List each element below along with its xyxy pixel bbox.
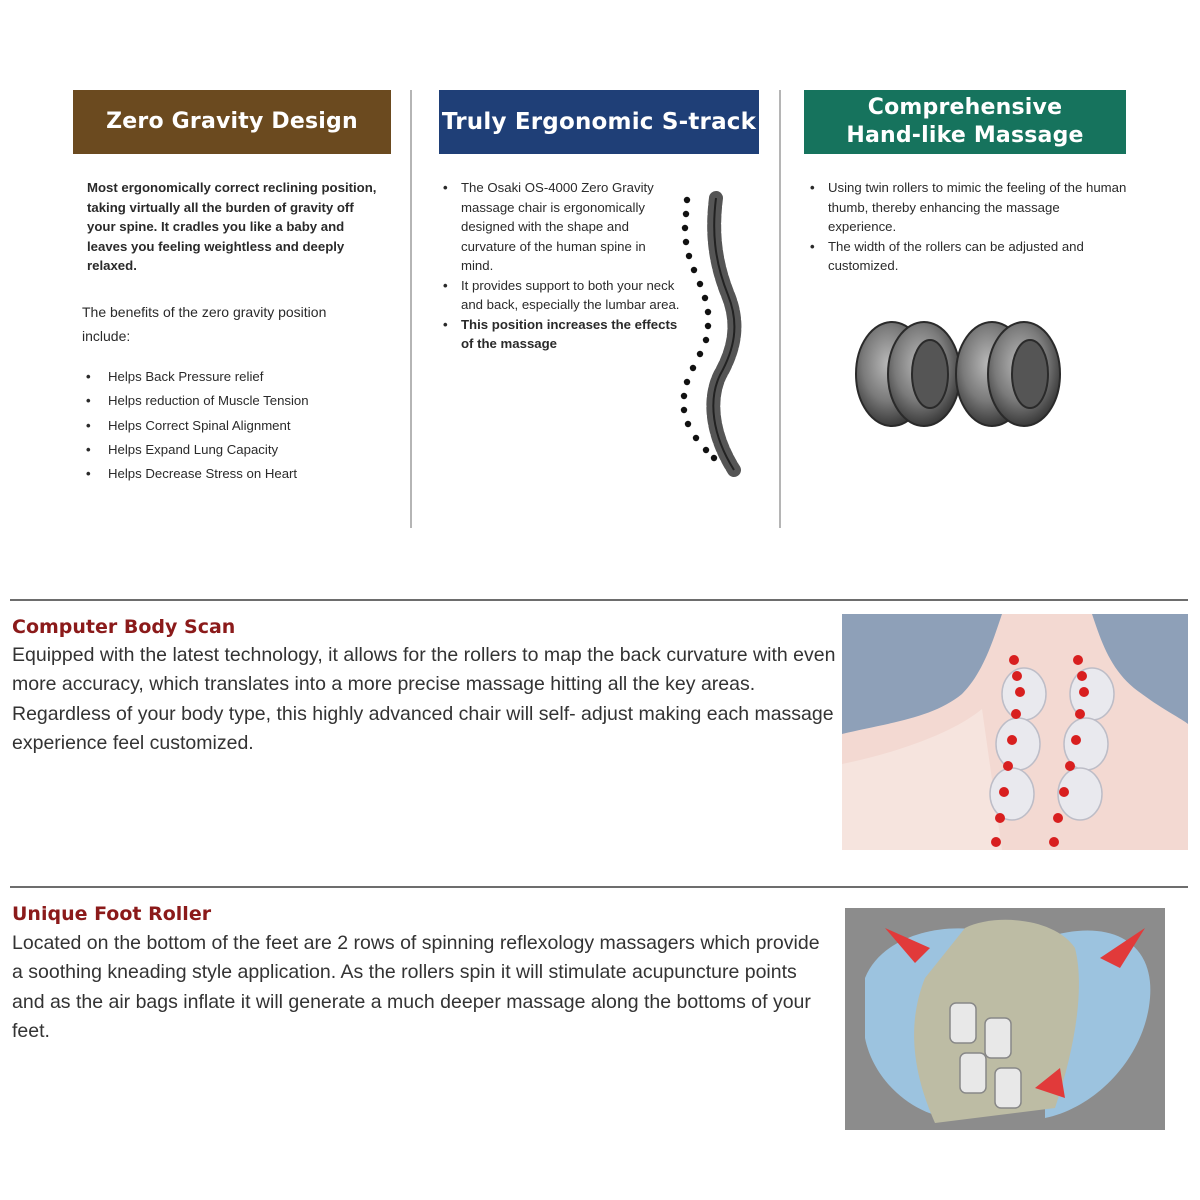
zero-gravity-benefits-list xyxy=(82,365,392,486)
zero-gravity-benefits-heading: The benefits of the zero gravity position include: xyxy=(82,304,327,344)
foot-roller-text: Located on the bottom of the feet are 2 rows of spinning reflexology massagers which provide a soothing kneading style application. As the rollers spin it will stimulate acupuncture points and as the air bags inflate it will generate a much deeper massage along the bottoms of your feet. xyxy=(12,932,820,1042)
list-item: • Helps Decrease Stress on Heart xyxy=(82,462,392,486)
section-divider xyxy=(10,886,1188,888)
list-item: • Using twin rollers to mimic the feeling of the human thumb, thereby enhancing the massage experience. xyxy=(808,178,1128,237)
hand-like-title-line2: Hand-like Massage xyxy=(846,123,1084,148)
hand-like-title-line1: Comprehensive xyxy=(867,95,1063,120)
body-scan-image xyxy=(842,614,1188,850)
zero-gravity-intro: Most ergonomically correct reclining position, taking virtually all the burden of gravity off your spine. It cradles you like a baby and leaves you feeling weightless and deeply relaxed. xyxy=(87,180,377,273)
spine-icon xyxy=(672,190,764,480)
s-track-header xyxy=(439,90,759,154)
hand-like-bullets xyxy=(808,178,1128,276)
s-track-bullets xyxy=(441,178,681,354)
list-item: • Helps Back Pressure relief xyxy=(82,365,392,389)
list-item: • Helps Expand Lung Capacity xyxy=(82,438,392,462)
twin-rollers-icon xyxy=(850,318,1062,430)
foot-roller-image xyxy=(845,908,1165,1130)
column-divider xyxy=(779,90,781,528)
list-item: • The Osaki OS-4000 Zero Gravity massage chair is ergonomically designed with the shape and curvature of the human spine in mind. xyxy=(441,178,681,276)
section-divider xyxy=(10,599,1188,601)
column-divider xyxy=(410,90,412,528)
zero-gravity-title: Zero Gravity Design xyxy=(106,109,358,134)
hand-like-header xyxy=(804,90,1126,154)
body-scan-text: Equipped with the latest technology, it allows for the rollers to map the back curvature with even more accuracy, which translates into a more precise massage hitting all the key areas. Regardless of your body type, this highly advanced chair will self- adjust making each massage experience feel customized. xyxy=(12,644,836,754)
zero-gravity-header xyxy=(73,90,391,154)
list-item: • It provides support to both your neck and back, especially the lumbar area. xyxy=(441,276,681,315)
list-item: • Helps Correct Spinal Alignment xyxy=(82,414,392,438)
foot-roller-title: Unique Foot Roller xyxy=(12,903,212,925)
list-item: • This position increases the effects of the massage xyxy=(441,315,681,354)
list-item: • The width of the rollers can be adjusted and customized. xyxy=(808,237,1128,276)
s-track-title: Truly Ergonomic S-track xyxy=(441,109,757,135)
body-scan-title: Computer Body Scan xyxy=(12,616,236,638)
list-item: • Helps reduction of Muscle Tension xyxy=(82,389,392,413)
